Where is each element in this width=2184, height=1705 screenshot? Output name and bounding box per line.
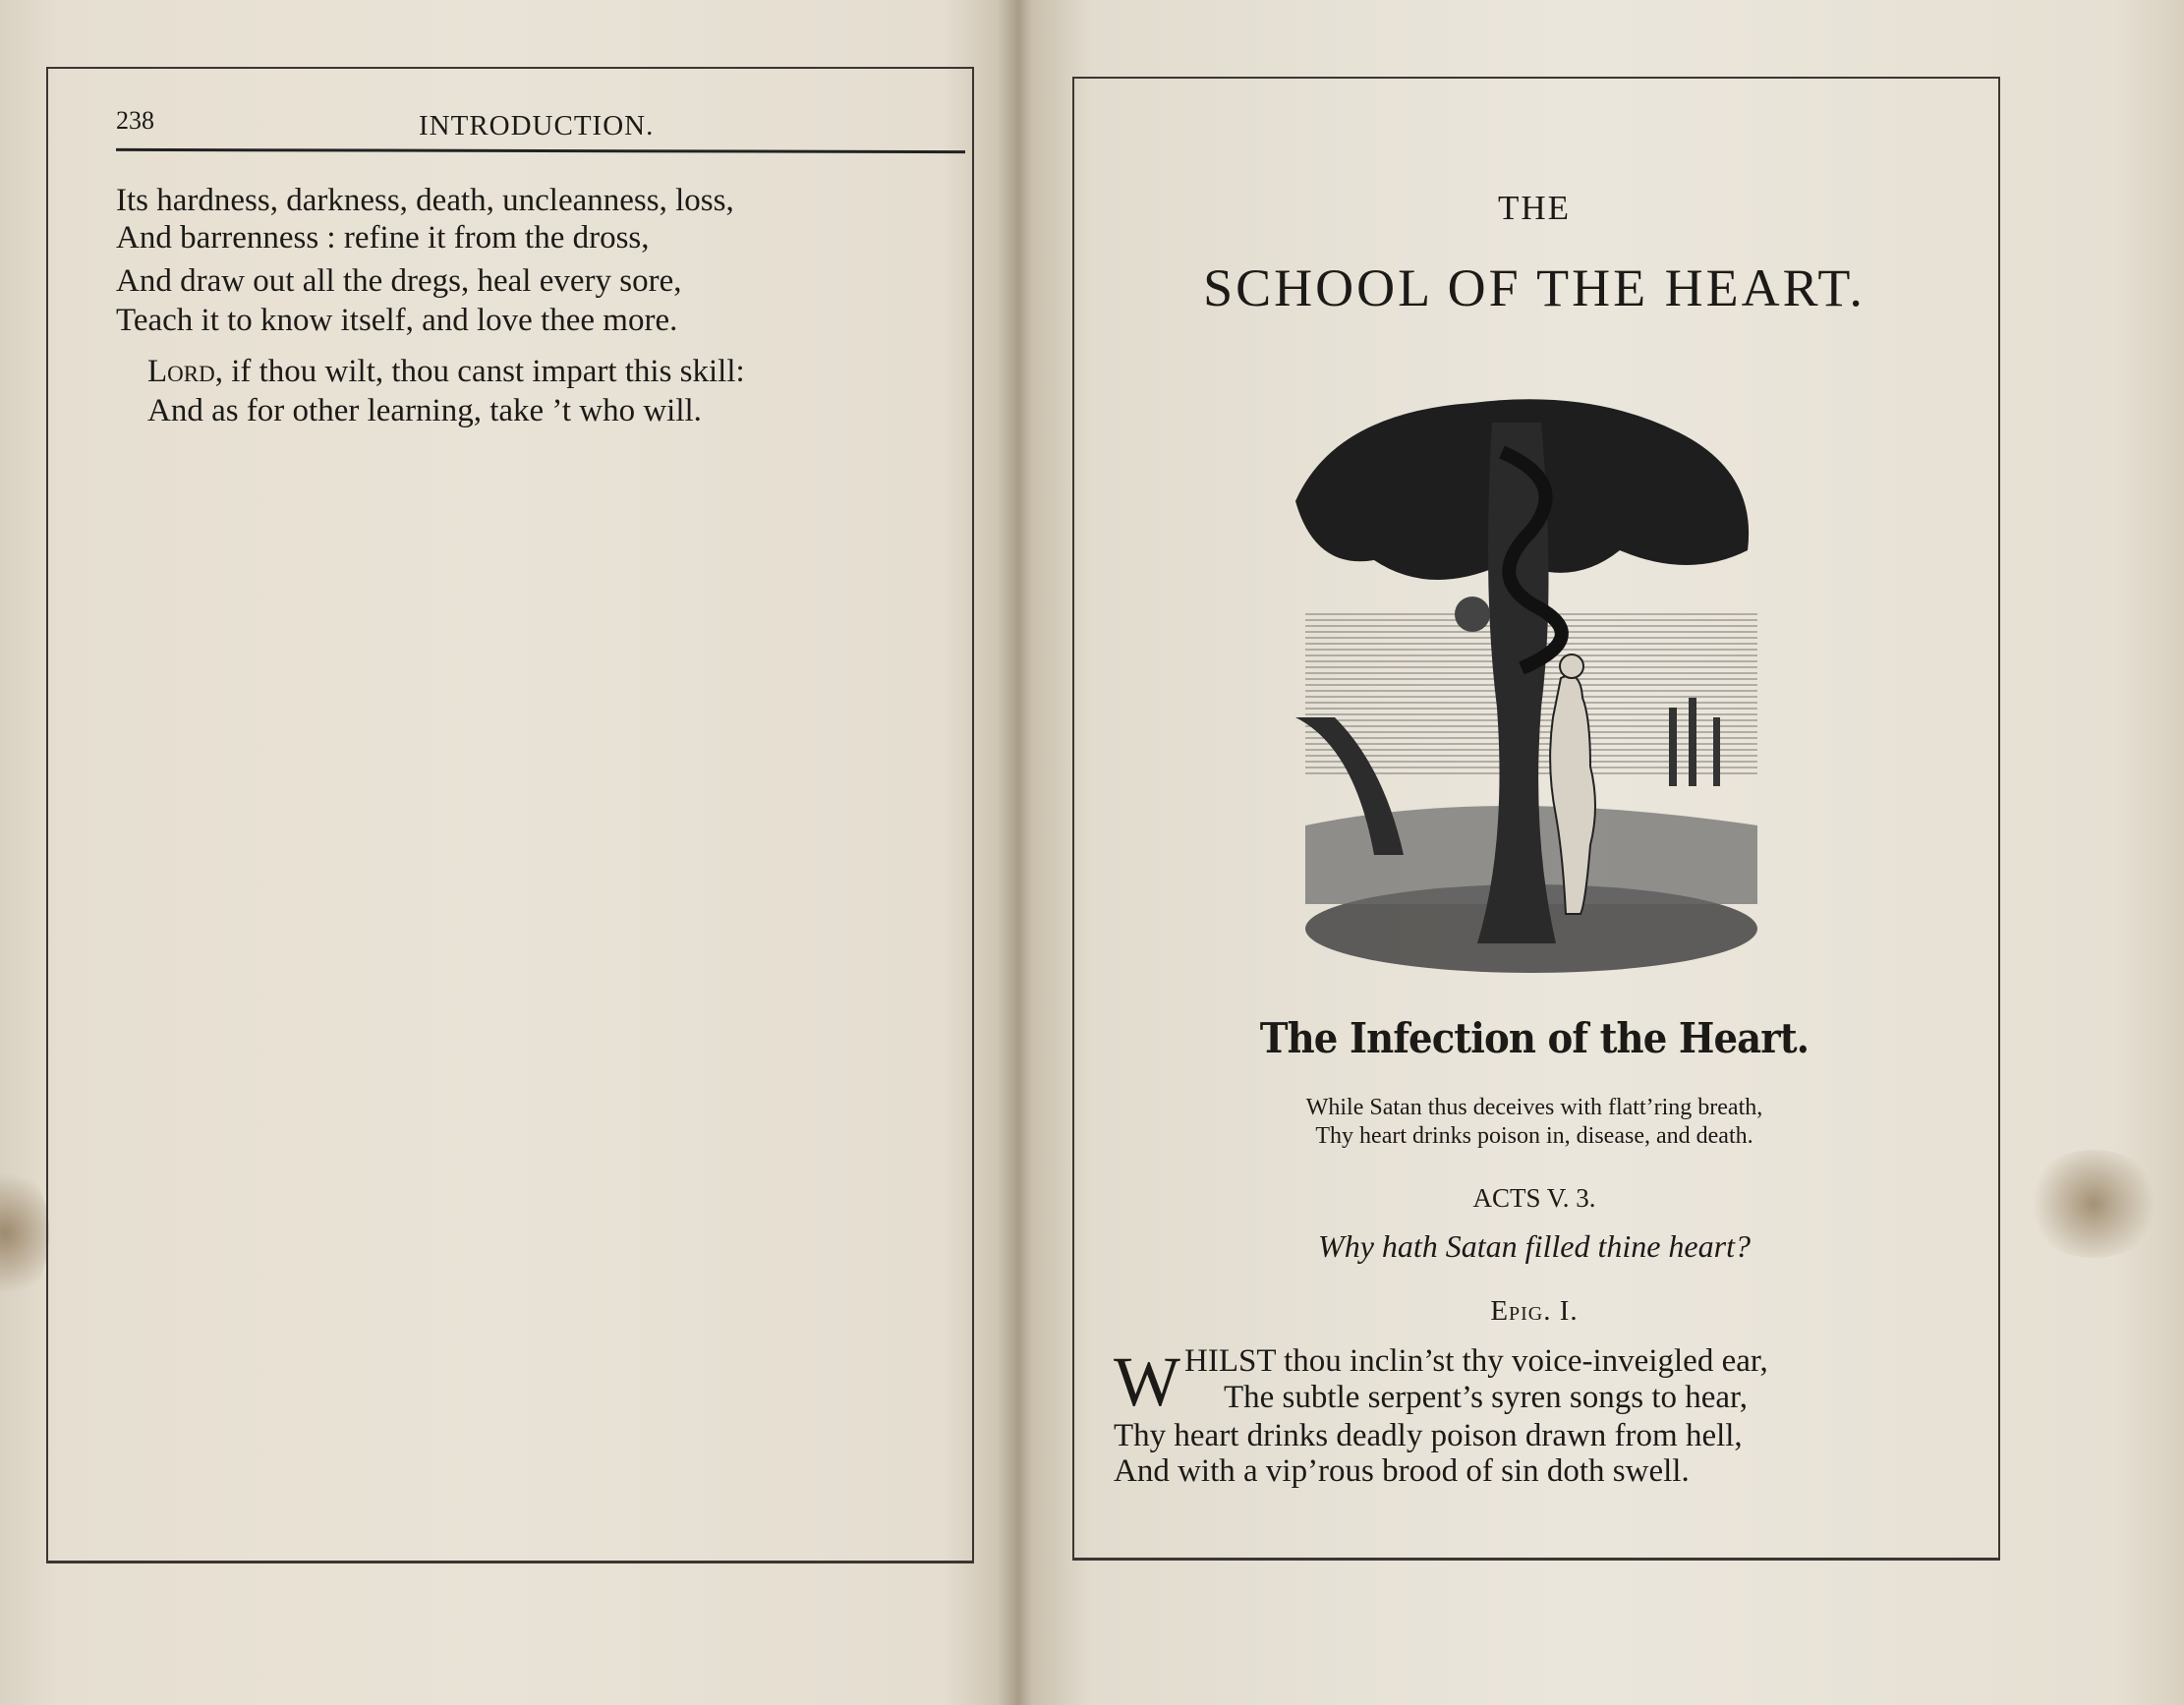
- running-head: INTRODUCTION.: [419, 110, 655, 142]
- eve-head: [1560, 654, 1583, 678]
- plate-title: The Infection of the Heart.: [1259, 1014, 1810, 1062]
- poplar-tree: [1713, 717, 1720, 786]
- poem-line: HILST thou inclin’st thy voice-inveigled ear,: [1184, 1343, 1768, 1379]
- poplar-tree: [1669, 708, 1677, 786]
- epigram-heading: Epig. I.: [1490, 1295, 1579, 1327]
- poplar-tree: [1689, 698, 1696, 786]
- drop-cap: W: [1114, 1342, 1180, 1421]
- couplet-line: Thy heart drinks poison in, disease, and death.: [1315, 1123, 1753, 1149]
- verse-line: Teach it to know itself, and love thee more.: [116, 303, 678, 338]
- poem-line: And with a vip’rous brood of sin doth swell.: [1114, 1453, 1690, 1489]
- paper-stain: [2025, 1150, 2162, 1258]
- verse-line: Its hardness, darkness, death, uncleanness, loss,: [116, 183, 734, 218]
- verse-line: And draw out all the dregs, heal every sore,: [116, 263, 682, 299]
- title-the: THE: [1497, 189, 1572, 227]
- book-title: SCHOOL OF THE HEART.: [1203, 258, 1866, 317]
- verse-line: [147, 354, 745, 390]
- engraving-illustration: [1295, 393, 1771, 983]
- verse-line: And barrenness : refine it from the dross,: [116, 220, 650, 256]
- small-caps-word: Lord: [147, 354, 215, 389]
- poem-line: The subtle serpent’s syren songs to hear,: [1224, 1380, 1748, 1415]
- couplet-line: While Satan thus deceives with flatt’ring breath,: [1305, 1095, 1763, 1120]
- scripture-reference: ACTS V. 3.: [1472, 1183, 1596, 1213]
- verse-text: , if thou wilt, thou canst impart this skill:: [214, 354, 745, 389]
- paper-stain: [0, 1160, 49, 1307]
- poem-line: Thy heart drinks deadly poison drawn from hell,: [1114, 1418, 1743, 1453]
- scripture-text: Why hath Satan filled thine heart?: [1318, 1228, 1751, 1264]
- page-number: 238: [116, 106, 154, 135]
- heart-emblem: [1455, 597, 1490, 632]
- verse-line: And as for other learning, take ’t who will.: [147, 393, 702, 428]
